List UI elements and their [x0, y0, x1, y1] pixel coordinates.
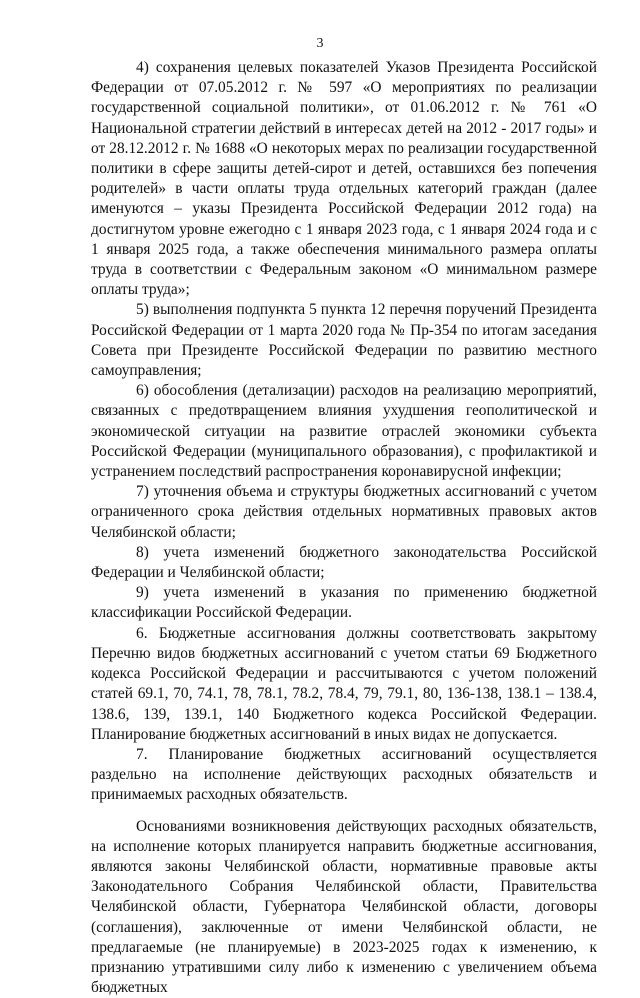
- paragraph-item-7: 7) уточнения объема и структуры бюджетных ассигнований с учетом ограниченного срока действия отдельных нормативных правовых актов Челябинской области;: [91, 483, 597, 541]
- document-body: [91, 58, 597, 998]
- paragraph-item-5: 5) выполнения подпункта 5 пункта 12 перечня поручений Президента Российской Федерации от 1 марта 2020 года № Пр-354 по итогам заседания Совета при Президенте Российской Федерации по развитию местного самоуправления;: [91, 301, 597, 380]
- paragraph-item-9: 9) учета изменений в указания по применению бюджетной классификации Российской Федерации.: [91, 584, 597, 622]
- paragraph-point-7: 7. Планирование бюджетных ассигнований осуществляется раздельно на исполнение действующих расходных обязательств и принимаемых расходных обязательств.: [91, 745, 597, 804]
- paragraph-item-4: 4) сохранения целевых показателей Указов Президента Российской Федерации от 07.05.2012 г. № 597 «О мероприятиях по реализации государственной социальной политики», от 01.06.2012 г. № 761 «О Национальной стратегии действий в интересах детей на 2012 - 2017 годы» и от 28.12.2012 г. № 1688 «О некоторых мерах по реализации государственной политики в сфере защиты детей-сирот и детей, оставшихся без попечения родителей» в части оплаты труда отдельных категорий граждан (далее именуются – указы Президента Российской Федерации 2012 года) на достигнутом уровне ежегодно с 1 января 2023 года, с 1 января 2024 года и с 1 января 2025 года, а также обеспечения минимального размера оплаты труда в соответствии с Федеральным законом «О минимальном размере оплаты труда»;: [91, 59, 597, 299]
- paragraph-item-8: 8) учета изменений бюджетного законодательства Российской Федерации и Челябинской области;: [91, 543, 597, 582]
- paragraph-item-6: 6) обособления (детализации) расходов на реализацию мероприятий, связанных с предотвращением влияния ухудшения геополитической и экономической ситуации на развитие отраслей экономики субъекта Российской Федерации (муниципального образования), с профилактикой и устранением последствий распространения коронавирусной инфекции;: [91, 382, 597, 481]
- paragraph-grounds: Основаниями возникновения действующих расходных обязательств, на исполнение которых планируется направить бюджетные ассигнования, являются законы Челябинской области, нормативные правовые акты Законодательного Собрания Челябинской области, Правительства Челябинской области, Губернатора Челябинской области, договоры (соглашения), заключенные от имени Челябинской области, не предлагаемые (не планируемые) в 2023-2025 годах к изменению, к признанию утратившими силу либо к изменению с увеличением объема бюджетных: [91, 817, 597, 997]
- paragraph-point-6: 6. Бюджетные ассигнования должны соответствовать закрытому Перечню видов бюджетных ассигнований с учетом статьи 69 Бюджетного кодекса Российской Федерации и рассчитываются с учетом положений статей 69.1, 70, 74.1, 78, 78.1, 78.2, 78.4, 79, 79.1, 80, 136-138, 138.1 – 138.4, 138.6, 139, 139.1, 140 Бюджетного кодекса Российской Федерации. Планирование бюджетных ассигнований в иных видах не допускается.: [91, 624, 597, 743]
- page-number: 3: [316, 36, 324, 51]
